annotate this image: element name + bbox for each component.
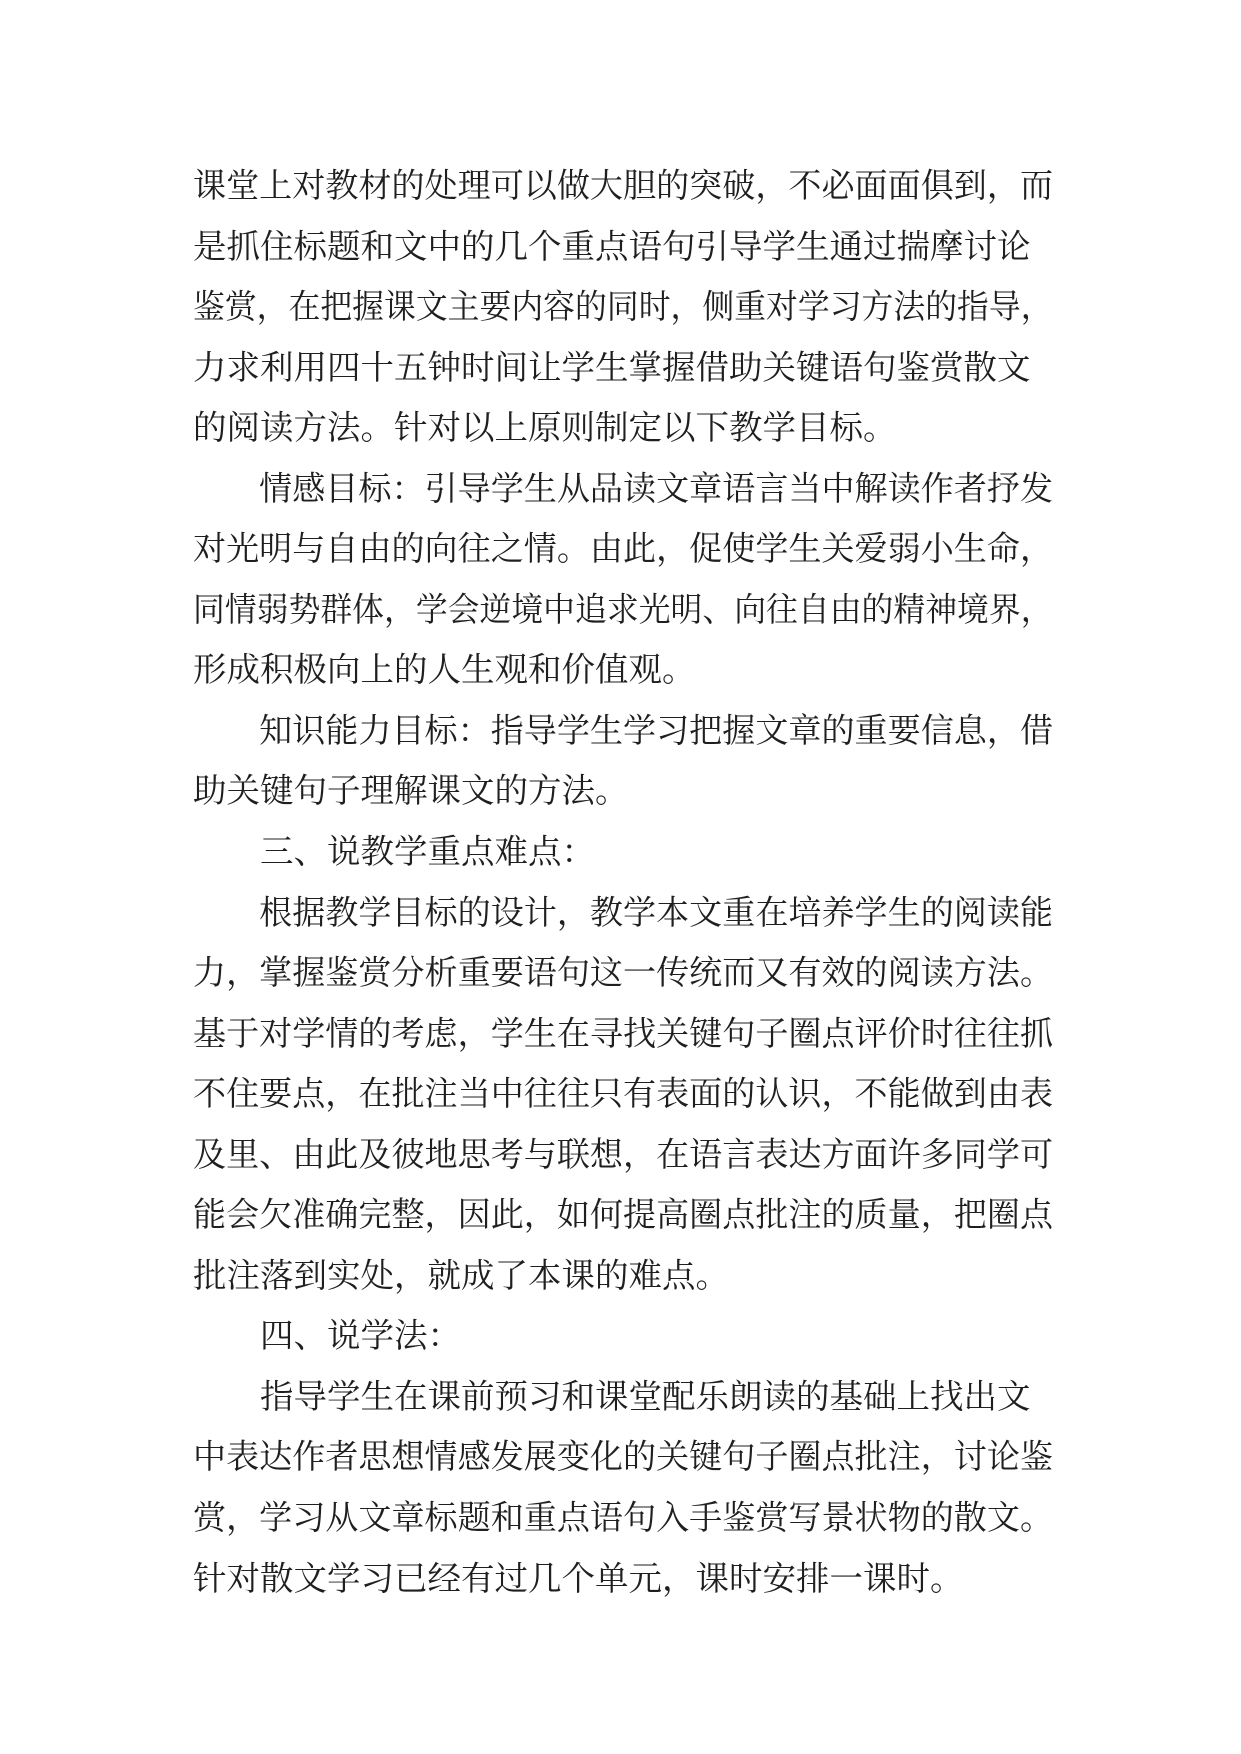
paragraph-indent bbox=[193, 469, 259, 508]
line-text: 课堂上对教材的处理可以做大胆的突破，不必面面俱到，而 bbox=[193, 166, 1054, 205]
paragraph bbox=[193, 701, 1053, 822]
line-text: 四、说学法： bbox=[260, 1316, 461, 1356]
paragraph-indent bbox=[193, 711, 259, 750]
paragraph-line: 对光明与自由的向往之情。由此，促使学生关爱弱小生命， bbox=[193, 529, 1054, 569]
paragraph-first-line bbox=[193, 883, 1054, 944]
paragraph bbox=[193, 156, 1053, 459]
paragraph bbox=[193, 883, 1053, 1307]
paragraph-first-line bbox=[193, 1306, 1053, 1367]
paragraph bbox=[193, 459, 1053, 701]
paragraph-indent bbox=[193, 1377, 260, 1416]
paragraph-line: 鉴赏，在把握课文主要内容的同时，侧重对学习方法的指导， bbox=[193, 287, 1053, 327]
line-text: 指导学生在课前预习和课堂配乐朗读的基础上找出文 bbox=[260, 1376, 1031, 1416]
paragraph-first-line bbox=[193, 1367, 1053, 1428]
paragraph-line: 形成积极向上的人生观和价值观。 bbox=[193, 650, 696, 690]
paragraph-first-line bbox=[193, 459, 1054, 520]
paragraph-line: 助关键句子理解课文的方法。 bbox=[193, 771, 629, 811]
paragraph-line: 中表达作者思想情感发展变化的关键句子圈点批注，讨论鉴 bbox=[193, 1437, 1054, 1477]
paragraph-indent bbox=[193, 893, 259, 932]
paragraph-line: 的阅读方法。针对以上原则制定以下教学目标。 bbox=[193, 408, 897, 448]
paragraph-line: 不住要点，在批注当中往往只有表面的认识，不能做到由表 bbox=[193, 1074, 1054, 1114]
paragraph-line: 力，掌握鉴赏分析重要语句这一传统而又有效的阅读方法。 bbox=[193, 953, 1054, 993]
paragraph-indent bbox=[193, 832, 260, 871]
paragraph-line: 及里、由此及彼地思考与联想，在语言表达方面许多同学可 bbox=[193, 1134, 1054, 1174]
paragraph-first-line bbox=[193, 156, 1054, 217]
line-text: 三、说教学重点难点： bbox=[260, 832, 595, 872]
line-text: 知识能力目标：指导学生学习把握文章的重要信息，借 bbox=[259, 710, 1054, 750]
line-text: 根据教学目标的设计，教学本文重在培养学生的阅读能 bbox=[259, 892, 1054, 932]
paragraph-line: 力求利用四十五钟时间让学生掌握借助关键语句鉴赏散文 bbox=[193, 347, 1031, 387]
paragraph-line: 能会欠准确完整，因此，如何提高圈点批注的质量，把圈点 bbox=[193, 1195, 1054, 1235]
line-text: 情感目标：引导学生从品读文章语言当中解读作者抒发 bbox=[259, 468, 1054, 508]
paragraph-first-line bbox=[193, 822, 1053, 883]
document-body bbox=[193, 156, 1053, 1609]
paragraph-line: 针对散文学习已经有过几个单元，课时安排一课时。 bbox=[193, 1558, 964, 1598]
paragraph-line: 基于对学情的考虑，学生在寻找关键句子圈点评价时往往抓 bbox=[193, 1013, 1054, 1053]
paragraph-line: 是抓住标题和文中的几个重点语句引导学生通过揣摩讨论 bbox=[193, 226, 1031, 266]
paragraph bbox=[193, 1367, 1053, 1609]
paragraph-line: 同情弱势群体，学会逆境中追求光明、向往自由的精神境界， bbox=[193, 589, 1053, 629]
paragraph bbox=[193, 1306, 1053, 1367]
paragraph-line: 赏，学习从文章标题和重点语句入手鉴赏写景状物的散文。 bbox=[193, 1498, 1054, 1538]
paragraph bbox=[193, 822, 1053, 883]
paragraph-line: 批注落到实处，就成了本课的难点。 bbox=[193, 1255, 729, 1295]
paragraph-indent bbox=[193, 1316, 260, 1355]
paragraph-first-line bbox=[193, 701, 1054, 762]
